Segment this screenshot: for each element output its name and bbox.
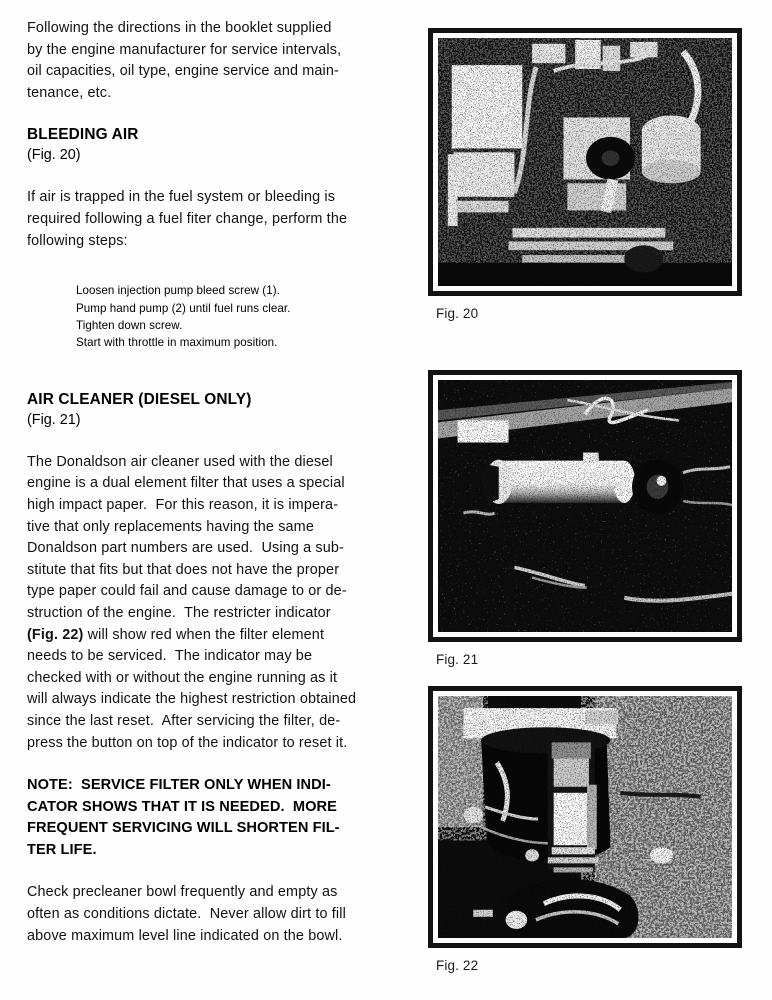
figure-column: [428, 0, 758, 1000]
paragraph-line: needs to be serviced. The indicator may be: [27, 648, 313, 665]
paragraph-line: oil capacities, oil type, engine service and main-: [27, 63, 339, 80]
paragraph-line: above maximum level line indicated on the bowl.: [27, 927, 343, 944]
paragraph-line: If air is trapped in the fuel system or bleeding is: [27, 189, 336, 206]
closing-paragraph: [27, 882, 402, 947]
paragraph-line: Check precleaner bowl frequently and empty as: [27, 884, 338, 901]
spacer: [27, 352, 402, 390]
spacer: [27, 252, 402, 282]
spacer: [27, 431, 402, 452]
paragraph-line: often as conditions dictate. Never allow dirt to fill: [27, 906, 346, 923]
spacer: [27, 754, 402, 775]
paragraph-line: The Donaldson air cleaner used with the diesel: [27, 453, 333, 470]
paragraph-line: required following a fuel fiter change, perform the: [27, 210, 348, 227]
list-item: Pump hand pump (2) until fuel runs clear.: [76, 301, 291, 315]
photo-fig-21: [438, 380, 732, 632]
paragraph-line-remainder: will show red when the filter element: [83, 626, 325, 643]
paragraph-line: struction of the engine. The restricter indicator: [27, 604, 331, 621]
spacer: [27, 861, 402, 882]
note-line: CATOR SHOWS THAT IT IS NEEDED. MORE: [27, 798, 337, 815]
note-line: TER LIFE.: [27, 841, 97, 858]
photo-frame: [428, 28, 742, 296]
figure-21: [428, 370, 742, 669]
list-item: Tighten down screw.: [76, 318, 183, 332]
figure-caption: Fig. 21: [436, 652, 479, 667]
text-column: [27, 18, 402, 947]
paragraph-line: since the last reset. After servicing the filter, de-: [27, 712, 341, 729]
inline-figure-reference-22: (Fig. 22): [27, 626, 84, 643]
spacer: [27, 166, 402, 187]
section-heading-air-cleaner: AIR CLEANER (DIESEL ONLY): [27, 390, 252, 408]
paragraph-line: Following the directions in the booklet supplied: [27, 20, 332, 36]
list-item: Loosen injection pump bleed screw (1).: [76, 284, 280, 298]
paragraph-line: stitute that fits but that does not have the proper: [27, 561, 340, 578]
spacer: [27, 104, 402, 125]
figure-22: [428, 686, 742, 975]
paragraph-line: press the button on top of the indicator to reset it.: [27, 734, 348, 751]
intro-paragraph: [27, 18, 402, 104]
photo-frame: [428, 686, 742, 948]
figure-reference-20: (Fig. 20): [27, 147, 81, 164]
list-item: Start with throttle in maximum position.: [76, 336, 278, 350]
figure-20: [428, 28, 742, 323]
section-heading-bleeding-air: BLEEDING AIR: [27, 126, 139, 144]
paragraph-line: by the engine manufacturer for service intervals,: [27, 41, 342, 58]
figure-caption: Fig. 20: [436, 306, 479, 321]
paragraph-line: high impact paper. For this reason, it is impera-: [27, 496, 339, 513]
figure-reference-21: (Fig. 21): [27, 411, 81, 428]
note-block: [27, 775, 402, 861]
paragraph-line: engine is a dual element filter that uses a special: [27, 475, 345, 492]
paragraph-line: tive that only replacements having the same: [27, 518, 314, 535]
paragraph-line-with-bold-ref: [27, 625, 402, 647]
air-cleaner-paragraph: [27, 452, 402, 754]
paragraph-line: following steps:: [27, 232, 128, 249]
paragraph-line: type paper could fail and cause damage to or de-: [27, 583, 347, 600]
paragraph-line: tenance, etc.: [27, 84, 112, 101]
photo-fig-22: [438, 696, 732, 938]
paragraph-line: will always indicate the highest restriction obtained: [27, 691, 357, 708]
bleeding-air-paragraph: [27, 187, 402, 252]
photo-fig-20: [438, 38, 732, 286]
note-line: NOTE: SERVICE FILTER ONLY WHEN INDI-: [27, 777, 331, 794]
note-line: FREQUENT SERVICING WILL SHORTEN FIL-: [27, 820, 340, 837]
photo-frame: [428, 370, 742, 642]
paragraph-line: checked with or without the engine running as it: [27, 669, 338, 686]
paragraph-line: Donaldson part numbers are used. Using a sub-: [27, 540, 344, 557]
figure-caption: Fig. 22: [436, 958, 479, 973]
bleeding-air-steps-list: [27, 282, 402, 352]
